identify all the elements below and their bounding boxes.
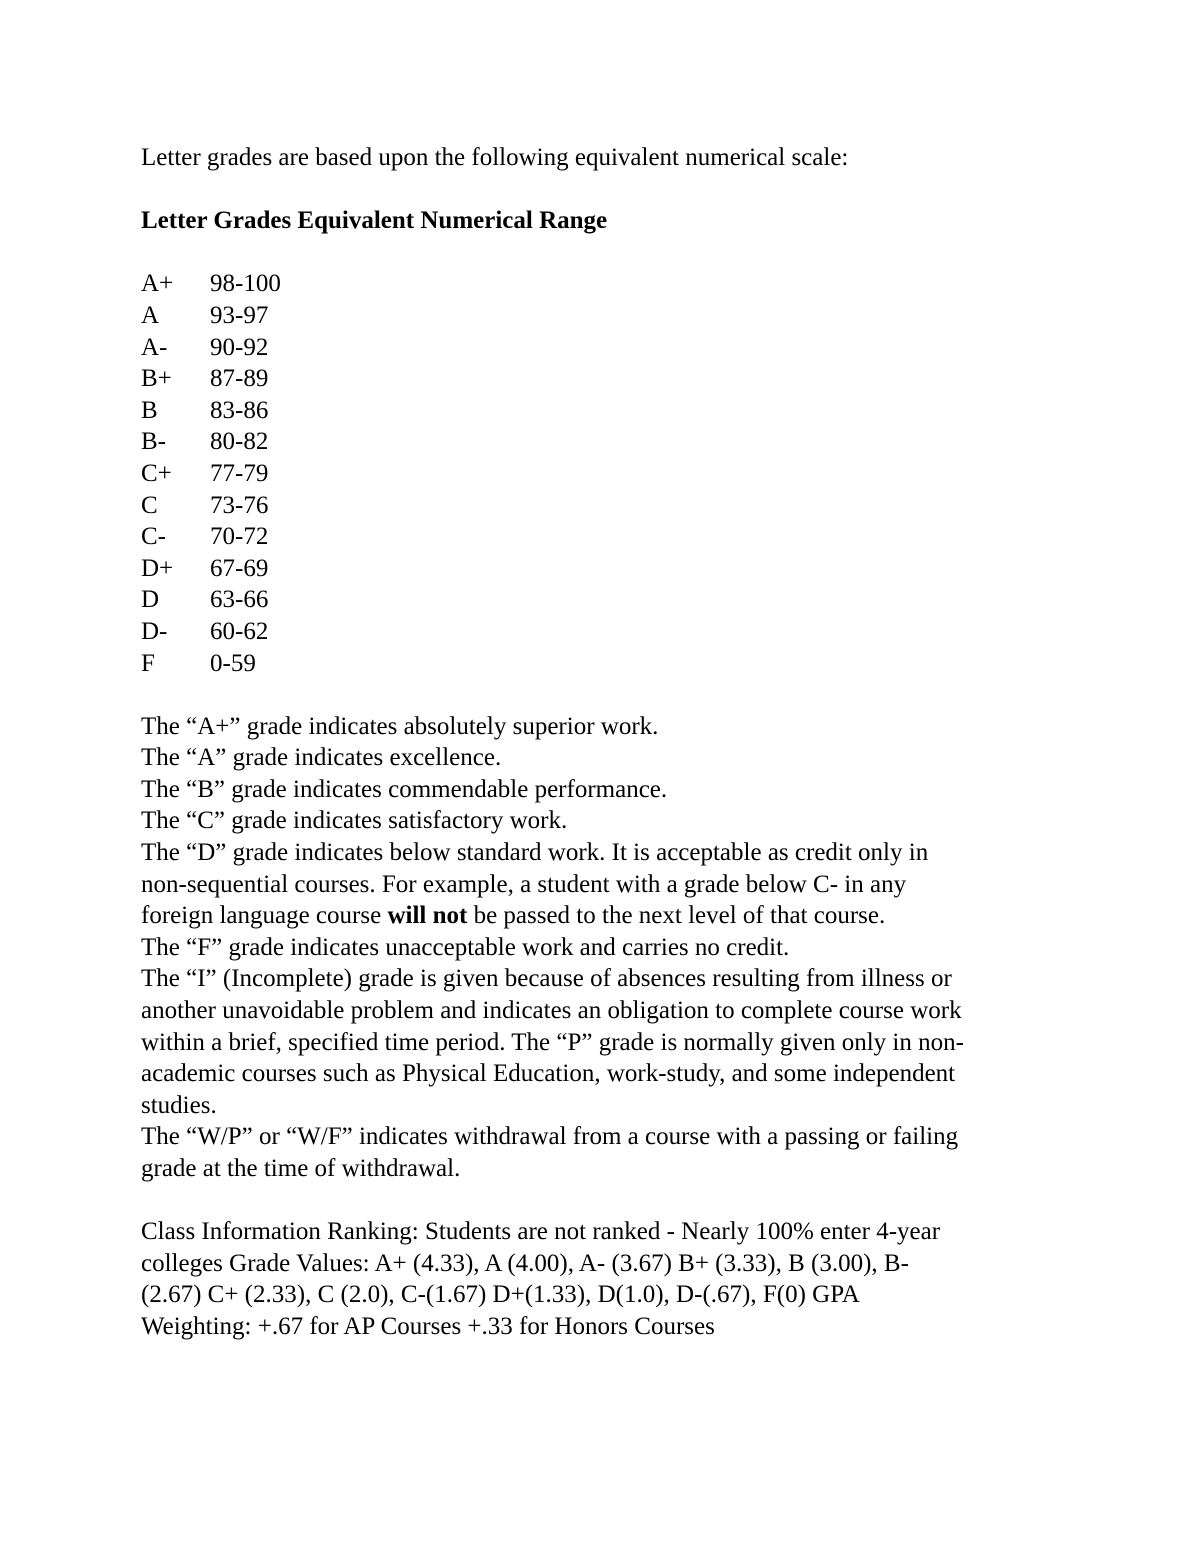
grade-letter: D [141, 586, 160, 614]
grade-range: 77-79 [210, 459, 269, 487]
grade-range: 83-86 [210, 396, 269, 424]
grade-row [141, 363, 1061, 395]
grade-range: 73-76 [210, 491, 269, 519]
description-b: The “B” grade indicates commendable performance. [141, 775, 668, 803]
class-info-line: colleges Grade Values: A+ (4.33), A (4.00), A- (3.67) B+ (3.33), B (3.00), B- [141, 1249, 909, 1277]
grade-row [141, 584, 1061, 616]
description-d-text: be passed to the next level of that course. [467, 902, 886, 930]
grade-row [141, 332, 1061, 364]
description-incomplete-line: within a brief, specified time period. The “P” grade is normally given only in non- [141, 1028, 964, 1056]
grade-row [141, 521, 1061, 553]
grade-row [141, 553, 1061, 585]
description-a-plus: The “A+” grade indicates absolutely superior work. [141, 712, 659, 740]
description-d-line: The “D” grade indicates below standard work. It is acceptable as credit only in [141, 839, 929, 867]
class-info-line: Class Information Ranking: Students are not ranked - Nearly 100% enter 4-year [141, 1218, 941, 1246]
grade-letter: A- [141, 333, 168, 361]
grade-letter: C+ [141, 459, 172, 487]
description-a: The “A” grade indicates excellence. [141, 744, 502, 772]
grade-letter: D+ [141, 554, 174, 582]
description-d-text: foreign language course [141, 902, 388, 930]
grade-range: 70-72 [210, 523, 269, 551]
intro-text: Letter grades are based upon the following equivalent numerical scale: [141, 144, 849, 171]
description-c: The “C” grade indicates satisfactory work. [141, 807, 568, 835]
emphasis-will-not: will not [387, 902, 468, 930]
grade-row [141, 426, 1061, 458]
grade-letter: A [141, 301, 160, 329]
grade-letter: B- [141, 428, 166, 456]
description-incomplete-line: another unavoidable problem and indicates an obligation to complete course work [141, 997, 962, 1025]
description-f: The “F” grade indicates unacceptable work and carries no credit. [141, 933, 790, 961]
grade-letter: B+ [141, 365, 172, 393]
grade-range: 80-82 [210, 428, 269, 456]
grade-row [141, 268, 1061, 300]
description-d-line: non-sequential courses. For example, a student with a grade below C- in any [141, 870, 907, 898]
class-info-line: Weighting: +.67 for AP Courses +.33 for Honors Courses [141, 1312, 715, 1340]
description-incomplete-line: The “I” (Incomplete) grade is given because of absences resulting from illness or [141, 965, 952, 993]
grade-letter: C- [141, 523, 166, 551]
class-information [141, 1216, 1061, 1342]
grade-row [141, 490, 1061, 522]
grade-scale-heading: Letter Grades Equivalent Numerical Range [141, 207, 608, 235]
document-page [141, 142, 1061, 1343]
grade-scale-table [141, 268, 1061, 679]
grade-letter: C [141, 491, 158, 519]
grade-letter: B [141, 396, 158, 424]
grade-letter: D- [141, 617, 168, 645]
grade-row [141, 458, 1061, 490]
grade-range: 0-59 [210, 649, 256, 677]
description-withdrawal-line: grade at the time of withdrawal. [141, 1155, 461, 1182]
description-incomplete-line: studies. [141, 1091, 217, 1119]
grade-range: 93-97 [210, 301, 269, 329]
grade-row [141, 648, 1061, 680]
grade-letter: A+ [141, 270, 174, 298]
grade-range: 63-66 [210, 586, 269, 614]
class-info-line: (2.67) C+ (2.33), C (2.0), C-(1.67) D+(1.33), D(1.0), D-(.67), F(0) GPA [141, 1281, 860, 1309]
grade-descriptions [141, 711, 1061, 1185]
description-withdrawal-line: The “W/P” or “W/F” indicates withdrawal from a course with a passing or failing [141, 1123, 959, 1151]
description-incomplete-line: academic courses such as Physical Education, work-study, and some independent [141, 1060, 956, 1088]
grade-range: 87-89 [210, 365, 269, 393]
grade-range: 90-92 [210, 333, 269, 361]
grade-letter: F [141, 649, 155, 677]
description-d-line [141, 900, 1061, 932]
grade-range: 67-69 [210, 554, 269, 582]
grade-row [141, 395, 1061, 427]
grade-row [141, 616, 1061, 648]
grade-range: 98-100 [210, 270, 281, 298]
grade-range: 60-62 [210, 617, 269, 645]
grade-row [141, 300, 1061, 332]
